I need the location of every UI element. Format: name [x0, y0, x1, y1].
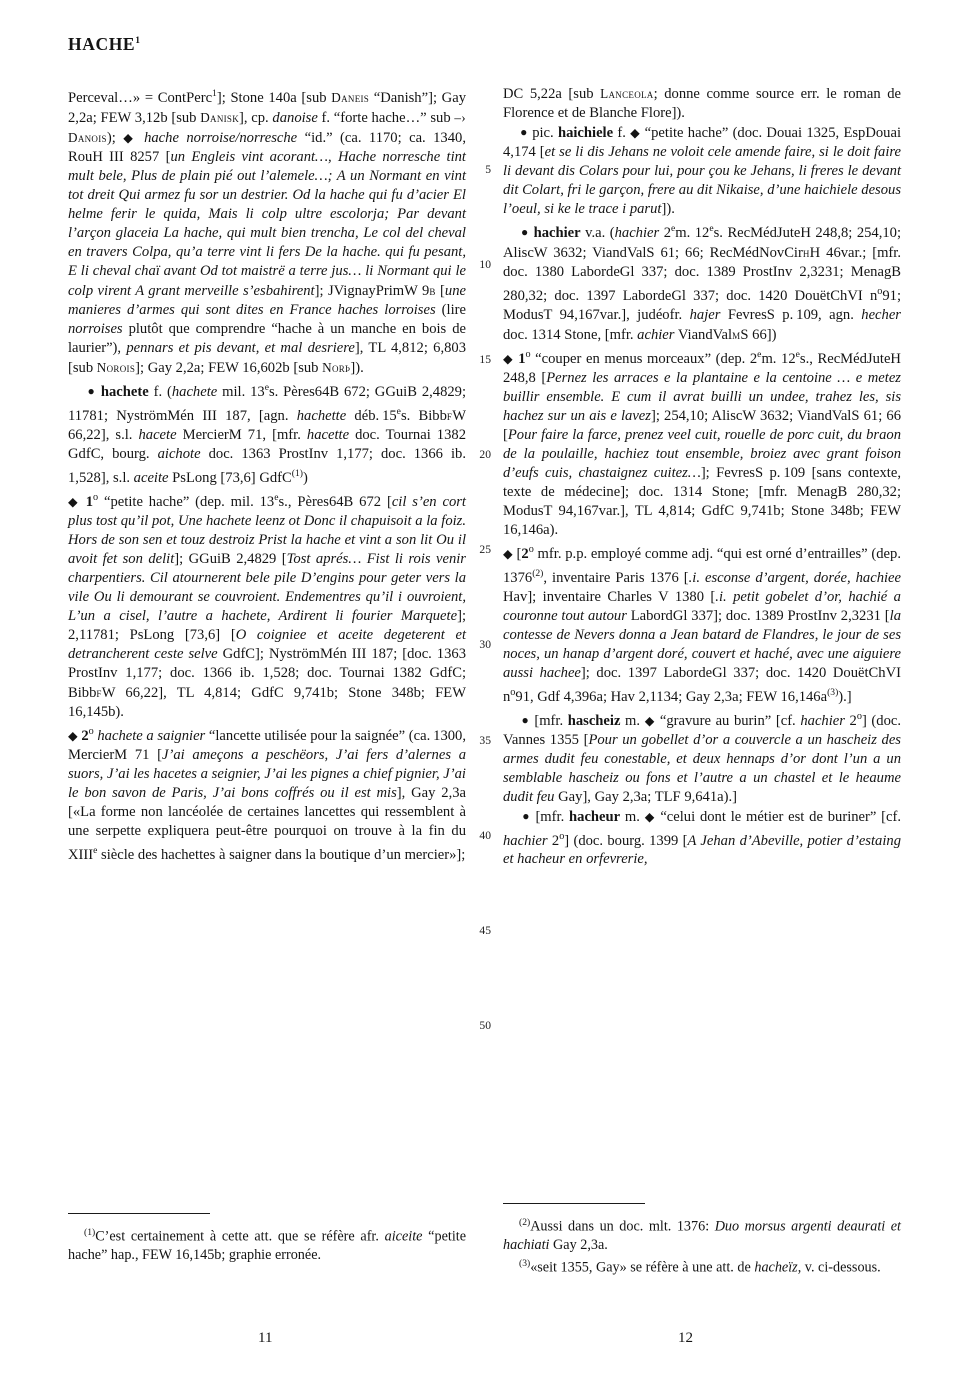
footnote-rule-left — [68, 1213, 210, 1214]
left-column — [68, 84, 466, 865]
line-number: 30 — [479, 638, 491, 652]
footnote-block-left — [68, 1224, 466, 1265]
footnote-marker: (3) — [519, 1257, 531, 1269]
running-head-word: HACHE — [68, 34, 136, 54]
line-number: 45 — [479, 923, 491, 937]
line-number: 10 — [479, 258, 491, 272]
line-number: 20 — [479, 448, 491, 462]
running-head — [68, 34, 141, 55]
footnote-marker: (1) — [84, 1227, 96, 1238]
entry-paragraph: Perceval…» = ContPerc$^1$]; Stone 140a [sub Daneis “Danish”]; Gay 2,2a; FEW 3,12b [sub Danisk], cp. danoise f. “forte hache…” sub –› Danois); ◆ hache norroise/norresche “id.” (ca. 1170; ca. 1340, RouH III 8257 [un Engleis vint acorant…, Hache norresche tint mult bele, Plus de plain pié out l’alemele…; A un Normant en vint tot dreit Qui armez fu sor un destrier. Od la hache qui fu d’acier El helme ferir le quida, Mais li colp ultre escolorja; Par devant l’arçon glaceia La hache, qui mult bien trencha, Le col del cheval en travers Colpa, qu’a terre vint li fers De la hache. qui fu pesant, E li cheval chaï avant Od tot maistrë a terre jus… li Normant qui le colp virent A grant merveille s’esbahirent]; JVignayPrimW 9b [une manieres d’armes qui sont dites en France haches lorroises (lire norroises plutôt que comprendre “hache à un manche en bois de laurier”), pennars et pis devant, et mal desriere], TL 4,812; 6,803 [sub Norois]; Gay 2,2a; FEW 16,602b [sub Norþ]). — [68, 88, 466, 377]
folio-number-right: 12 — [678, 1330, 693, 1346]
folio-number-left: 11 — [258, 1330, 273, 1346]
footnote-block-right — [503, 1214, 901, 1277]
entry-paragraph: ● hachete f. (hachete mil. 13es. Pères64B 672; GGuiB 2,4829; 11781; NyströmMén III 187, [agn. hachette déb. 15es. BibbfW 66,22], s.l. hacete MercierM 71, [mfr. hacette doc. Tournai 1382 GdfC, bourg. aichote doc. 1363 ProstInv 1,177; doc. 1366 ib. 1,528], s.l. aceite PsLong [73,6] GdfC$^{(1)}$) — [68, 382, 467, 486]
entry-paragraph: ● pic. haichiele f. ◆ “petite hache” (doc. Douai 1325, EspDouai 4,174 [et se li dis Jehans ne voloit cele amende faire, si le doit faire li devant dis Colars pour lui, pour çou ke Jehans, li freres le devant dit Colart, fri le garçon, frere au dit Nikaise, d’une haichiele desous l’oeul, si ke le trace i parut]). — [503, 125, 901, 218]
entry-paragraph: ◆ 2$^o$ hachete a saignier “lancette utilisée pour la saignée” (ca. 1300, MercierM 71 [J’ai ameçons a peschëors, J’ai fers d’alernes a suors, J’ai les hacetes a seignier, J’ai les pignes a chief pignier, J’ai le bon savon de Paris, J’ai bons coffrés ou il est mis], Gay 2,3a [«La forme non lancéolée de certaines lancettes qui ressemblent à une serpette expliquera peut-être pourquoi on trouve à la fin du XIIIe siècle des hachettes à saigner dans la boutique d’un mercier»]; — [68, 725, 467, 863]
footnote-rule-right — [503, 1203, 645, 1204]
line-number: 50 — [479, 1018, 491, 1032]
entry-paragraph: ◆ [2$^o$ mfr. p.p. employé comme adj. “qui est orné d’entrailles” (dep. 1376$^{(2)}$, inventaire Paris 1376 [.i. esconse d’argent, dorée, hachiee Hav]; inventaire Charles V 1380 [.i. petit gobelet d’or, hachié a couronne tout autour LabordGl 337]; doc. 1389 ProstInv 2,3231 [la contesse de Nevers donna a Jean batard de Flandres, le jour de ses noces, un hanap d’argent doré, couvert et haché, avec une aiguiere aussi hachee]; doc. 1397 LabordeGl 337; doc. 1420 DouëtChVI $n^o91$, Gdf 4,396a; Hav 2,1134; Gay 2,3a; FEW $16,146a^{(3)}$).] — [503, 543, 901, 705]
entry-paragraph: ◆ 1$^o$ “couper en menus morceaux” (dep. 2em. 12es., RecMédJuteH 248,8 [Pernez les arraces e la plantaine e la centoine … e metez buillir ensemble. E cum il avrat builli un undee, trahez les, sis hachez sur un ais e lavez]; 254,10; AliscW 3632; ViandValS 61; 66 [Pour faire la farce, prenez veel cuit, rouelle de porc cuit, du braon de la poulaille, hachiez tout ensemble, broiez avec grant foison d’eufs cuis, chastaignez cuitez…]; FevresS p. 109 [sans contexte, texte de médecine]; doc. 1314 Stone; [mfr. MenagB 280,32; ModusT 94,167var.], TL 4,814; GdfC 9,741b; Stone 348b; FEW 16,146a). — [503, 348, 901, 538]
line-number: 25 — [479, 543, 491, 557]
right-column — [503, 84, 901, 869]
running-head-superscript: 1 — [135, 36, 141, 47]
line-number: 35 — [479, 733, 491, 747]
line-number: 15 — [479, 353, 491, 367]
line-number: 5 — [485, 163, 491, 177]
line-number-gutter — [465, 84, 491, 1035]
footnote-item: $^{(3)}$«seit 1355, Gay» se réfère à une att. de hacheïz, v. ci-dessous. — [519, 1257, 881, 1276]
entry-paragraph: ● hachier v.a. (hachier 2em. 12es. RecMédJuteH 248,8; 254,10; AliscW 3632; ViandValS 61; 66; RecMédNovCirhH 46var.; [mfr. doc. 1380 LabordeGl 337; doc. 1389 ProstInv 2,3231; MenagB 280,32; doc. 1397 LabordeGl 337; doc. 1420 DouëtChVI $n^o91$; ModusT 94,167var.], judéofr. hajer FevresS p. 109, agn. hecher doc. 1314 Stone, [mfr. achier ViandValmS 66]) — [503, 223, 902, 343]
entry-paragraph: DC 5,22a [sub Lanceola; donne comme source err. le roman de Florence et de Blanche Flore]). — [503, 86, 901, 122]
footnote-item: $^{(2)}$Aussi dans un doc. mlt. 1376: Duo morsus argenti deaurati et hachiati Gay 2,3a. — [503, 1217, 901, 1254]
entry-paragraph: ◆ 1$^o$ “petite hache” (dep. mil. 13es., Pères64B 672 [cil s’en cort plus tost qu’il pot, Une hachete leenz ot Donc il chapuisoit a la foiz. Hors de son sen et touz destroiz Prist la hache et vint a son lit Ou il avoit fet son delit]; GGuiB 2,4829 [Tost aprés… Fist li rois venir charpentiers. Cil atournerent bele pile D’engins pour geter vers la vile Ou li demourant se couvroient. Endementres qu’il i ouvroient, L’un a cisel, l’autre a hachete, Ardirent li fourier Marquete]; 2,11781; PsLong [73,6] [O coigniee et aceite degeterent et detrancherent ceste selve GdfC]; NyströmMén III 187; [doc. 1363 ProstInv 1,177; doc. 1366 ib. 1,528; doc. Tournai 1382 GdfC; BibbfW 66,22], TL 4,814; GdfC 9,741b; Stone 348b; FEW 16,145b). — [68, 491, 467, 720]
footnote-item: $^{(1)}$C’est certainement à cette att. que se réfère afr. aiceite “petite hache” hap., FEW 16,145b; graphie erronée. — [68, 1227, 466, 1264]
entry-paragraph: ● [mfr. hascheiz m. ◆ “gravure au burin” [cf. hachier 2$^o$] (doc. Vannes 1355 [Pour un gobellet d’or a couvercle a un hascheiz des armes dudit feu conestable, et deux hennaps d’or dont l’un a un semblable hascheiz ou fons et l’autre a un chastel et le heaume dudit feu Gay], Gay 2,3a; TLF 9,641a).] — [503, 710, 902, 805]
footnote-marker: (2) — [519, 1217, 531, 1228]
entry-paragraph: ● [mfr. hacheur m. ◆ “celui dont le métier est de buriner” [cf. hachier 2$^o$] (doc. bourg. 1399 [A Jehan d’Abeville, potier d’estaing et hacheur en orfevrerie, — [503, 808, 902, 868]
line-number: 40 — [479, 828, 491, 842]
